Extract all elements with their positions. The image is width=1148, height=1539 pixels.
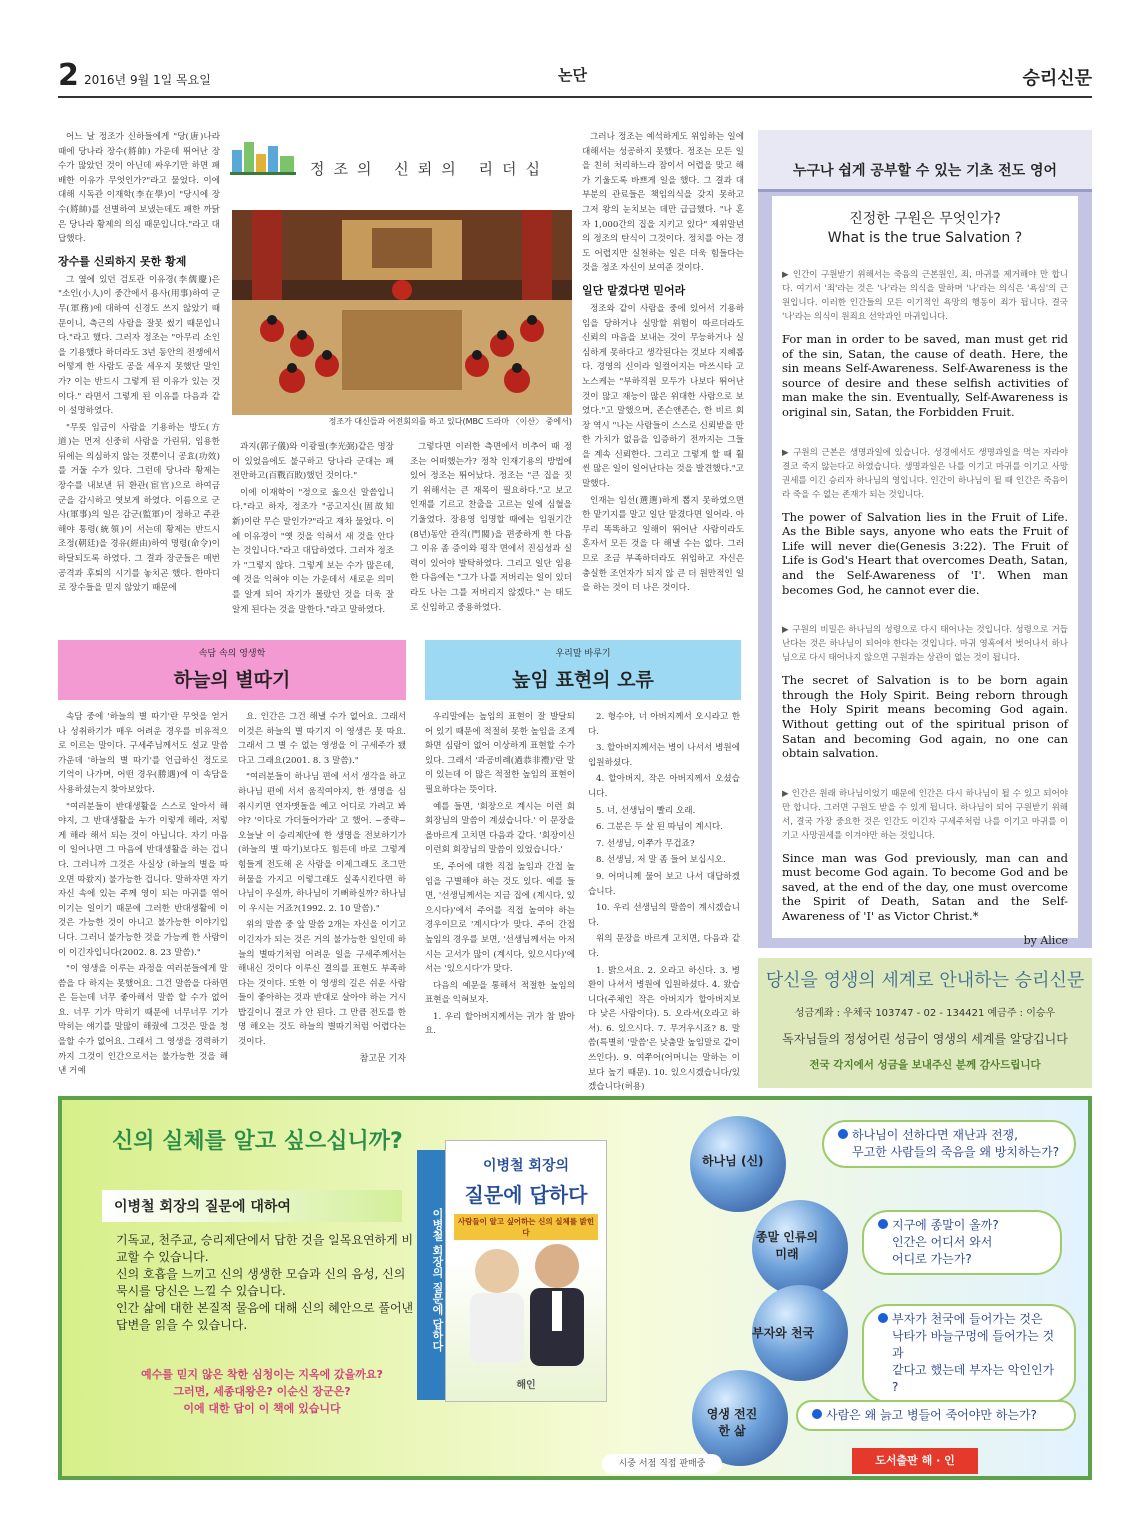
paragraph: 5. 너, 선생님이 빨리 오래.	[596, 805, 696, 816]
book-cover	[417, 1140, 607, 1402]
ad-subhead: 이병철 회장의 질문에 대하여	[102, 1190, 402, 1222]
proverb-title: 하늘의 별따기	[173, 669, 291, 691]
english-text: The power of Salvation lies in the Fruit of Life. As the Bible says, anyone who eats the Fruit of Life will never die(Genesis 3:22). The Fruit of Life is God's Heart that overcomes Death, Satan, and the Self-Awareness of 'I'. When man becomes God, he cannot ever die.	[782, 509, 1068, 597]
paragraph: 4. 할아버지, 작은 아버지께서 오셨습니다.	[588, 774, 740, 799]
slogan: 당신을 영생의 세계로 안내하는 승리신문	[765, 970, 1085, 991]
paper-name: 승리신문	[1022, 68, 1092, 89]
paragraph: "여러분들이 하나님 편에 서서 생각을 하고 하나님 편에 서서 움직여야지, 한 생명을 심취시키면 연자맷돌을 예고 어디로 가려고 봐야? '이다로 가더들어가라' 고 했어. ~중략~ 오늘날 이 승리제단에 한 생명을 전보하기가 (하늘의 별 따기)보다도 힘든데 바로 그렇게 힘들게 전도해 온 사람을 이제그래도 조그만 허물을 가지고 이렇그래도 실족시킨다면 하나님이 우실까, 하나님이 기뻐하실까? 하나님이 우시는 거죠?(1992. 2. 10 말씀)."	[238, 772, 406, 914]
english-header: 누구나 쉽게 공부할 수 있는 기초 전도 영어	[758, 130, 1092, 192]
english-lesson-box	[758, 130, 1092, 948]
city-icon	[230, 136, 300, 176]
english-text: Since man was God previously, man can and must become God again. To become God and be saved, at the end of the day, one must overcome the Spirit of Death, Satan and the Self-Awareness of 'I' as Victor Christ.*	[782, 850, 1068, 924]
ad-desc-line: 기독교, 천주교, 승리제단에서 답한 것을 일목요연하게 비교할 수 있습니다.	[116, 1233, 414, 1264]
ball-label: 영생 전진한 삶	[706, 1407, 758, 1438]
correction-column-2	[588, 710, 740, 1093]
ad-desc-line: 인간 삶에 대한 본질적 물음에 대해 신의 혜안으로 풀어낸 답변을 읽을 수 있습니다.	[116, 1301, 414, 1332]
paragraph: 6. 그분은 두 살 된 따님이 계시다.	[596, 822, 723, 833]
photo-caption: 정조가 대신들과 어전회의를 하고 있다(MBC 드라마 〈이산〉 중에서)	[328, 417, 572, 426]
paragraph: 속담 중에 '하늘의 별 따기'란 무엇을 얻거나 성취하기가 매우 어려운 경우를 비유적으로 이르는 말이다. 구세주님께서도 설교 말씀 가운데 '하늘의 별 따기'를 언급하신 정도로 기억이 나가며, 어떤 경우(勝遇)에 이 속담을 사용하셨는지 찾아보았다.	[58, 712, 228, 795]
bullet-icon	[812, 1409, 822, 1419]
book-portrait	[452, 1221, 602, 1371]
book-advertisement	[58, 1096, 1092, 1480]
english-text: The secret of Salvation is to be born again through the Holy Spirit. Being reborn through the Holy Spirit means becoming God again. Without getting out of the spiritual prison of Satan and becoming God again, no one can obtain salvation.	[782, 673, 1068, 761]
paragraph: 1. 밝으셔요. 2. 오라고 하신다. 3. 병환이 나셔서 병원에 입원하셨다. 4. 왔습니다(주체인 작은 아버지가 할아버지보다 낮은 사람이다). 5. 오라셔(오라고 하셔). 6. 있으시다. 7. 무거우시죠? 8. 말씀(특별히 '말씀'은 낮춤말 높임말로 같이 쓰인다). 9. 여쭈어(어머니는 말하는 이보다 높기 때문). 10. 있으시겠습니다/있겠습니다(허용)	[588, 965, 740, 1093]
korean-text: ▶ 구원의 근본은 생명과일에 있습니다. 성경에서도 생명과일을 먹는 자라야 결코 죽지 않는다고 하였습니다. 생명과일은 나를 이기고 마귀를 이기고 사망권세를 이긴 승리자 하나님의 영입니다. 인간이 하나님이 될 때 인간은 죽음이라 죽을 수 없는 존재가 되는 것입니다.	[782, 447, 1068, 500]
paragraph: "무릇 임금이 사람을 기용하는 방도(方道)는 먼저 신중히 사람을 가린뒤, 임용한 뒤에는 의심하지 않는 것뿐이니 공효(功效)를 거둘 수가 있다. 그런데 당나라 황제는 장수를 내보낸 뒤 환관(宦官)으로 하여금 군을 감시하고 엿보게 하였다. 이름으로 군사(軍事)의 일은 감군(監軍)이 정하고 주관해야 통령(統領)이 서는데 황제는 반드시 조정(朝廷)을 경유(經由)하여 명령(命令)이 하달되도록 하였다. 그 결과 장군들은 매번 공격과 후퇴의 시기를 놓치곤 했다. 한마디로 장수들을 믿지 않았기 때문에	[58, 422, 220, 594]
article-title-box	[230, 130, 570, 206]
correction-header	[425, 640, 741, 700]
paragraph: 과지(郭子儀)와 이광필(李光弼)같은 명장이 있었음에도 불구하고 당나라 군대는 패전만하고(百戰百敗)했던 것이다."	[232, 442, 394, 482]
paragraph: 인재는 임선(選選)하게 뽑지 못하였으면 한 맡기지를 말고 일단 맡겼다면 일어라. 아무리 똑똑하고 일해이 뛰어난 사람이라도 혼자서 모든 것을 다 해낼 수는 없다. 그러므로 조금 부족하더라도 위임하고 자신은 충실한 조언자가 되지 않 큰 더 원만적인 일을 하는 것이 더 나은 것이다.	[582, 495, 744, 594]
publisher-badge: 도서출판 해 · 인	[852, 1448, 978, 1474]
ball-label: 하나님 (신)	[702, 1154, 764, 1168]
article-column-4	[582, 130, 744, 635]
paragraph: 어느 날 정조가 신하들에게 "당(唐)나라 때에 당나라 장수(將帥) 가운데 뛰어난 장수가 많았던 것이 아닌데 싸우기만 하면 패배한 이유가 무엇인가?"라고 물었다. 이에 대해 시독관 이재학(李在學)이 "당시에 장수(將帥)를 선별하여 보냈는데도 패한 까닭은 당나라 황제의 의심 때문입니다."라고 대답했다.	[58, 132, 220, 245]
paragraph: 9. 어머니께 물어 보고 나서 대답하겠습니다.	[588, 871, 740, 897]
bullet-icon	[838, 1129, 848, 1139]
paragraph: 1. 우리 할아버지께서는 귀가 참 밝아요.	[425, 1011, 575, 1037]
ball-label: 종말 인류의 미래	[755, 1230, 819, 1261]
paragraph: 이에 이재학이 "정으로 옳으신 말씀입니다."라고 하자, 정조가 "공고지신(固故知新)이란 무슨 말인가?"라고 재차 물었다. 이에 이유경이 "옛 것을 익혀서 새 것을 안다는 것입니다."라고 대답하였다. 그러자 정조가 "그렇지 않다. 그렇게 보는 수가 많은데, 예 것을 익혀야 이는 가운데서 새로운 의미를 알게 되어 자기가 몰랐던 것을 더욱 잘 알게 된다는 것을 말한다."라고 말하였다.	[232, 487, 394, 615]
korean-text: ▶ 인간은 원래 하나님이었기 때문에 인간은 다시 하나님이 될 수 있고 되어야만 합니다. 그러면 구원도 받을 수 있게 됩니다. 하나님이 되어 구원받기 위해서, 결국 가장 중요한 것은 인간도 이긴자 구세주처럼 나를 이기고 마귀를 이기고 사망권세를 이겨야만 하는 것입니다.	[782, 788, 1068, 841]
question-line: 어디로 가는가?	[892, 1252, 972, 1266]
paragraph: "여러분들이 반대생활을 스스로 알아서 해야지, 그 반대생활을 누가 이렇게 해라, 저렇게 해라 해서 되는 것이 아닙니다. 자기 마음이 일어나면 그 마음에 반대생활을 하는 겁니다. 그러니까 그것은 사실상 (하늘의 별을 따오면 따왔지) 불가능한 겁니다. 말하자면 자기 자신 속에 있는 주께 영이 되는 마귀를 엮어 이기는 일이기 때문에 그러한 반대생활에 이것은 가능한 것이 아니고 불가능한 이야기입니다. 그러니 불가능한 것을 가능케 한 사람이 이 이긴자입니다(2002. 8. 23 말씀)."	[58, 801, 228, 958]
correction-title: 높임 표현의 오류	[512, 669, 654, 691]
paragraph: 또, 주어에 대한 직접 높임과 간접 높임을 구별해야 하는 것도 있다. 예를 들면, '선생님께서는 지금 집에 (계시다, 있으시다)'에서 주어를 직접 높여야 하는 경우이므로 '계시다'가 맞다. 주어 간접 높임의 경우를 보면, '선생님께서는 아저시는 고서가 많이 (계시다, 있으시다)'에서는 '있으시다'가 맞다.	[425, 861, 575, 975]
question-line: 인간은 어디서 와서	[892, 1235, 993, 1249]
drama-photo	[232, 210, 572, 415]
paragraph: 그러나 정조는 예석하게도 위임하는 일에 대해서는 성공하지 못했다. 정조는 모든 일을 친히 처리하느라 잠이서 어렵을 맞고 해가 기울도록 바쁘게 일을 했다. 그 결과 대부분의 관료들은 책임의식을 갖지 못하고 그저 왕의 눈치보는 데만 급급했다. "나 혼자 1,000간의 집을 지키고 있다" 제위말년의 정조의 탄식이 그것이다. 정치를 아는 경도 어렵지만 실천하는 일은 더욱 힘들다는 것을 정조 자신이 보여준 것이다.	[582, 132, 744, 274]
paragraph: 예를 들면, '회장으로 계시는 이런 회 회장님의 말씀이 계셨습니다.' 이 문장을 올바르게 고치면 다음과 같다. '회장이신 이런회 회장님의 말씀이 있었습니다.'	[425, 801, 575, 856]
question-line: 지구에 종말이 올까?	[878, 1217, 1046, 1234]
subheading: 장수를 신뢰하지 못한 황제	[58, 254, 187, 268]
store-banner: 시중 서점 직접 판매중	[602, 1454, 722, 1474]
correction-kicker: 우리말 바루기	[555, 649, 611, 659]
ad-description	[116, 1232, 416, 1334]
title-korean: 진정한 구원은 무엇인가?	[849, 211, 1001, 227]
paragraph: 3. 할아버지께서는 병이 나서서 병원에 입원하셨다.	[588, 743, 740, 768]
question-pill	[862, 1210, 1062, 1275]
paragraph: 다음의 예문을 통해서 적절한 높임의 표현을 익혀보자.	[425, 980, 575, 1006]
question-pill	[822, 1120, 1076, 1168]
english-body	[772, 196, 1078, 947]
page-header	[58, 56, 1092, 98]
paragraph: 우리말에는 높임의 표현이 잘 발달되어 있기 때문에 적절히 못한 높임을 조게 화면 심람이 없어 이상하게 표현할 수가 있다. 그래서 '과공비례(過恭非禮)'란 말이 있는데 이 많은 적절한 높임의 표현이 필요하다는 뜻이다.	[425, 712, 575, 795]
paragraph: 정조와 같이 사람을 중에 있어서 기용하임을 당하거나 실망할 위험이 따르더라도 신뢰의 마음을 보내는 것이 무능하거나 실심하게 못하다고 생각된다는 것보다 지혜롭다. 경영의 신이라 일컬어지는 마쓰시타 고노스케는 "부하직원 모두가 나보다 뛰어난 것이 많고 재능이 많은 위대한 사람으로 보였다."고 말했으며, 존슨앤존슨, 한 비르 회장 역시 "나는 사람들이 스스로 신뢰받을 만한 가치가 없음을 입증하기 전까지는 그들을 계속 신뢰한다. 그리고 그렇게 할 때 훨씬 많은 일이 일어난다는 것을 발견했다."고 말했다.	[582, 303, 744, 490]
ad-question	[102, 1366, 422, 1417]
proverb-kicker: 속담 속의 영생학	[198, 649, 266, 659]
korean-text: ▶ 구원의 비밀은 하나님의 성령으로 다시 태어나는 것입니다. 성령으로 거듭난다는 것은 하나님이 되어야 한다는 것입니다. 마귀 영혹에서 벗어나서 하나님으로 다시 태어나지 않으면 구원과는 상관이 없는 것이 됩니다.	[782, 625, 1068, 664]
book-spine: 이병철 회장의 질문에 답하다	[417, 1150, 445, 1400]
ad-desc-line: 신의 호흡을 느끼고 신의 생생한 모습과 신의 음성, 신의 묵시를 당신은 느낄 수 있습니다.	[116, 1267, 406, 1298]
paragraph: 8. 선생님, 저 말 좀 들어 보십시오.	[596, 855, 726, 866]
byline: 참고문 기자	[359, 1053, 406, 1064]
bullet-icon	[878, 1219, 888, 1229]
subheading: 일단 맡겼다면 믿어라	[582, 283, 686, 297]
ball-label: 부자와 천국	[752, 1326, 815, 1340]
title-english: What is the true Salvation ?	[827, 230, 1023, 246]
question-line: 같다고 했는데 부자는 악인인가 ?	[892, 1363, 1055, 1394]
question-line: 무고한 사람들의 죽음을 왜 방치하는가?	[852, 1145, 1060, 1159]
question-pill	[796, 1400, 1076, 1431]
ad-question-line: 그러면, 세종대왕은? 이순신 장군은?	[173, 1385, 351, 1398]
paragraph: "이 영생을 이루는 과정을 여러분들에게 말씀을 다 하지는 못했어요. 그건 말씀을 다하면은 듣는데 너무 좋아해서 말씀 할 수가 없어요. 너무 기가 막히기 때문에 너무너무 기가 막히는 얘기를 말많이 해줬에 그것은 말을 청을할 수가 없어요. 그래서 그 영생을 경력하기까지 그것이 인간으로서는 불가능한 것을 해낸 거예	[58, 964, 228, 1077]
account-info: 성금계좌 : 우체국 103747 - 02 - 134421 예금주 : 이승우	[794, 1008, 1056, 1019]
paragraph: 7. 선생님, 이쭈가 무겁죠?	[596, 838, 695, 849]
book-publisher: 해인	[516, 1380, 536, 1391]
proverb-column-2	[238, 710, 406, 1090]
paragraph: 요. 인간은 그건 해낼 수가 없어요. 그래서 이것은 하늘의 별 따기지 이 영생은 못 따요. 그래서 그 별 수 없는 영생을 이 구세주가 됐다고 그래요(2001. 8. 3 말씀)."	[238, 712, 406, 766]
english-text: For man in order to be saved, man must get rid of the sin, Satan, the cause of death. Here, the sin means Self-Awareness. Self-Awareness is the source of desire and these selfish activities of man make the sin. Eventually, Self-Awareness is original sin, Satan, the Forbidden Fruit.	[782, 332, 1068, 419]
donation-box	[758, 958, 1092, 1088]
thanks-line-2: 전국 각지에서 성금을 보내주신 분께 감사드립니다	[809, 1059, 1041, 1071]
byline: by Alice	[1023, 933, 1068, 947]
paragraph: 그렇다면 이러한 측면에서 비추어 때 정조는 어떠했는가? 정착 인재기용의 방법에 있어 정조는 뛰어났다. 정조는 "큰 집을 짓기 위해서는 큰 재목이 필요하다."고 보고 인재를 기르고 찬출을 고르는 일에 심혈을 기울였다. 장용영 임명할 때에는 임원기간(8년)동안 관직(門閥)을 편중하게 한 다음 그 이유 좀 증이와 평작 면에서 진심성과 실력이 있어야 발탁하였다. 그리고 일단 임용한 다음에는 "그가 나를 저버리는 일이 있더라도 나는 그를 저버리지 않겠다." 는 태도로 신임하고 중용하였다.	[410, 442, 572, 613]
paragraph: 2. 형수야, 너 아버지께서 오시라고 한다.	[588, 712, 740, 737]
thanks-line-1: 독자님들의 정성어린 성금이 영생의 세계를 알당깁니다	[782, 1032, 1068, 1046]
bullet-icon	[878, 1313, 888, 1323]
paragraph: 그 옆에 있던 검토관 이유경(李儒慶)은 "소인(小人)이 중간에서 용사(用事)하여 군무(軍務)에 대하여 신경도 쓰지 않았기 때문이니, 측근의 사람을 잘못 썼기 때문입니다."라고 했다. 그러자 정조는 "아무리 소인을 기용했다 하더라도 3년 동안의 전쟁에서 어떻게 한 사람도 공을 세우지 못했단 말인가? 이는 반드시 그렇게 된 이유가 있는 것이다." 라면서 그렇게 된 이유를 다음과 같이 설명하였다.	[58, 274, 220, 417]
section-title: 논단	[558, 66, 587, 84]
book-title-2: 질문에 답하다	[464, 1183, 588, 1207]
paragraph: 10. 우리 선생님의 말씀이 계시겠습니다.	[588, 903, 740, 928]
question-line: 하나님이 선하다면 재난과 전쟁,	[838, 1127, 1060, 1144]
question-pill	[862, 1304, 1076, 1403]
paragraph: 위의 말씀 중 앞 말씀 2개는 자신을 이기고 이긴자가 되는 것은 거의 불가능한 일인데 하늘의 별따기처럼 어려운 일을 구세주께서는 해내신 것이다 이루신 결의를 표현도 부족하다는 것이다. 또한 이 영생의 길은 쉬운 사람들이 좋아하는 것과 반대로 살아야 하는 거시밥길이니 결코 가 안 된다. 그 만큼 전도를 한 명 해오는 것도 하늘의 별따기처럼 어렵다는 것이다.	[238, 920, 406, 1048]
ad-headline: 신의 실체를 알고 싶으십니까?	[112, 1129, 403, 1154]
proverb-column-1	[58, 710, 228, 1090]
ad-question-line: 예수를 믿지 않은 착한 심청이는 지옥에 갔을까요?	[141, 1368, 383, 1381]
proverb-header	[58, 640, 406, 700]
ad-question-line: 이에 대한 답이 이 책에 있습니다	[183, 1402, 341, 1415]
article-column-2	[232, 440, 394, 635]
question-line: 부자가 천국에 들어가는 것은	[878, 1311, 1060, 1328]
article-column-3	[410, 440, 572, 635]
correction-column-1	[425, 710, 575, 1090]
issue-date: 2016년 9월 1일 목요일	[84, 73, 211, 87]
book-subtitle: 사람들이 알고 싶어하는 신의 실체를 밝힌다	[454, 1214, 598, 1240]
book-title-1: 이병철 회장의	[482, 1158, 570, 1174]
article-title: 정조의 신뢰의 리더십	[310, 160, 549, 178]
paragraph: 위의 문장을 바르게 고치면, 다음과 같다.	[588, 934, 740, 959]
question-line: 사람은 왜 늙고 병들어 죽어야만 하는가?	[812, 1407, 1060, 1424]
page-number: 2	[58, 58, 79, 93]
article-column-1	[58, 130, 220, 635]
question-line: 낙타가 바늘구멍에 들어가는 것과	[892, 1329, 1055, 1360]
korean-text: ▶ 인간이 구원받기 위해서는 죽음의 근본원인, 죄, 마귀를 제거해야 만 합니다. 여기서 '죄'라는 것은 '나'라는 의식을 말하며 '나'라는 의식은 '욕심'의 근원입니다. 이러한 인간들의 모든 이기적인 욕망의 행동이 죄가 됩니다. 결국 '나'라는 의식이 원죄요 선악과인 마귀입니다.	[782, 270, 1068, 322]
